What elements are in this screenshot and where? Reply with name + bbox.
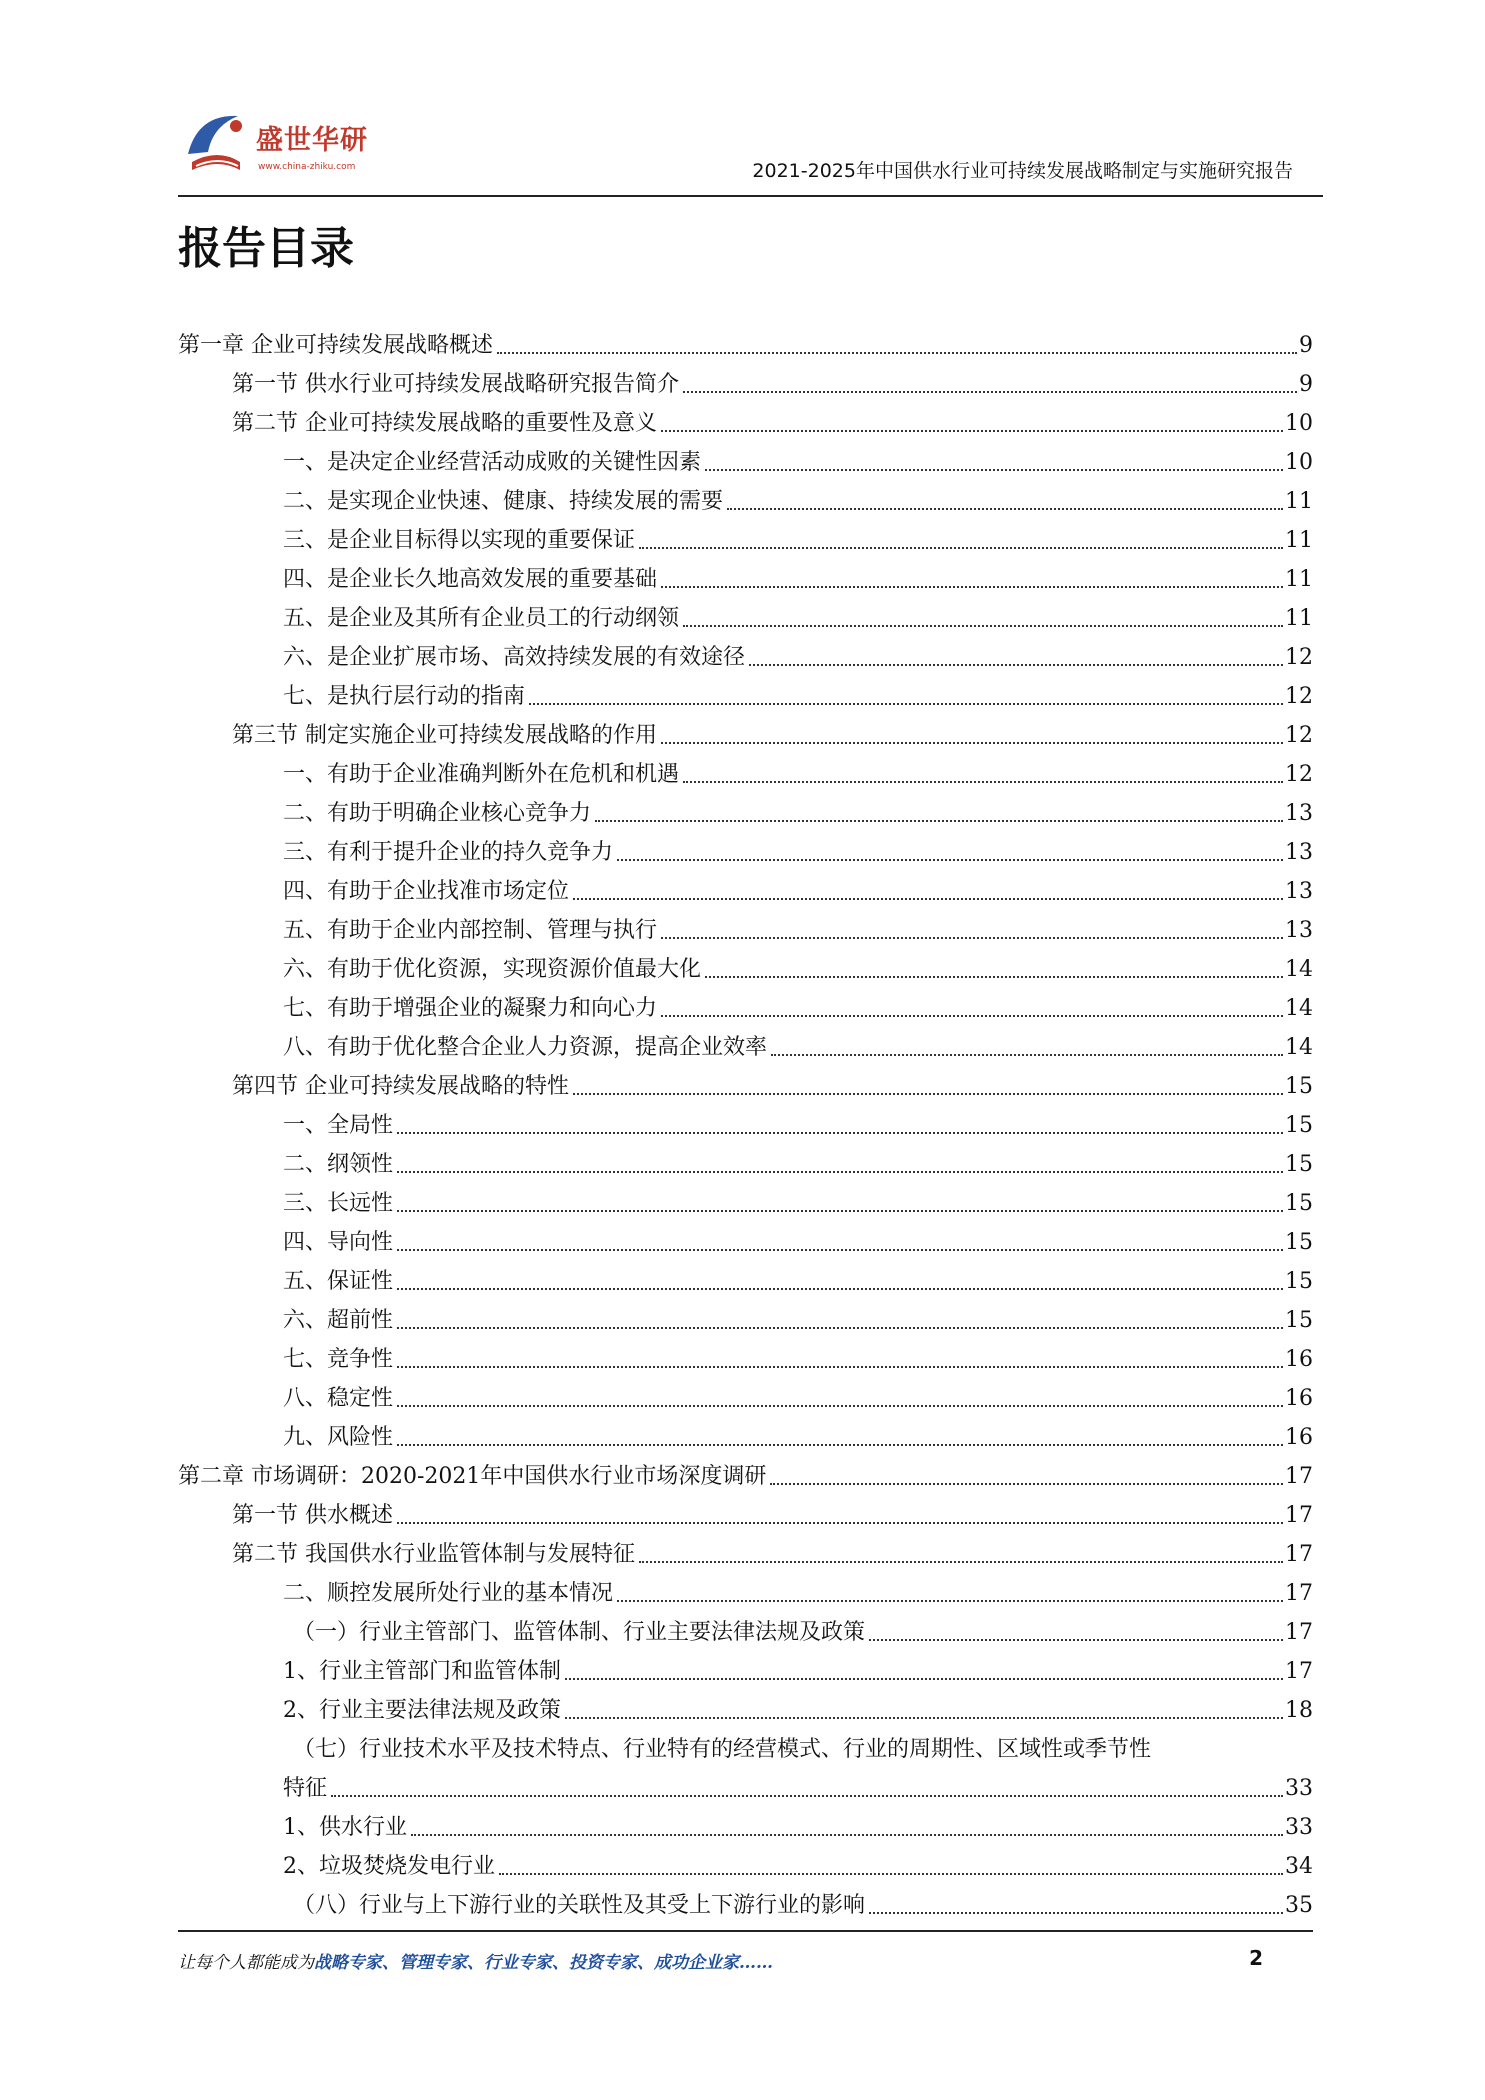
toc-dot-leader bbox=[499, 1873, 1283, 1875]
toc-dot-leader bbox=[639, 1561, 1283, 1563]
toc-entry[interactable] bbox=[178, 595, 1313, 634]
toc-page-number: 33 bbox=[1285, 1815, 1313, 1840]
toc-entry-title: 一、是决定企业经营活动成败的关键性因素 bbox=[283, 448, 703, 478]
toc-page-number: 14 bbox=[1285, 1035, 1313, 1060]
toc-entry[interactable] bbox=[178, 1414, 1313, 1453]
toc-entry[interactable] bbox=[178, 1804, 1313, 1843]
toc-entry[interactable] bbox=[178, 1141, 1313, 1180]
toc-entry-title: 七、有助于增强企业的凝聚力和向心力 bbox=[283, 994, 659, 1024]
toc-entry[interactable] bbox=[178, 1843, 1313, 1882]
toc-entry-title: 八、稳定性 bbox=[283, 1384, 395, 1414]
toc-page-number: 17 bbox=[1285, 1503, 1313, 1528]
toc-dot-leader bbox=[661, 937, 1283, 939]
toc-entry-title: 七、竞争性 bbox=[283, 1345, 395, 1375]
toc-dot-leader bbox=[595, 820, 1283, 822]
toc-page-number: 12 bbox=[1285, 645, 1313, 670]
toc-entry[interactable] bbox=[178, 1024, 1313, 1063]
toc-entry-title: 二、有助于明确企业核心竞争力 bbox=[283, 799, 593, 829]
toc-entry-title: （八）行业与上下游行业的关联性及其受上下游行业的影响 bbox=[293, 1891, 867, 1921]
toc-dot-leader bbox=[683, 781, 1283, 783]
toc-entry-title: 第二章 市场调研：2020-2021年中国供水行业市场深度调研 bbox=[178, 1462, 768, 1492]
toc-page-number: 15 bbox=[1285, 1308, 1313, 1333]
toc-page-number: 17 bbox=[1285, 1659, 1313, 1684]
toc-page-number: 17 bbox=[1285, 1581, 1313, 1606]
footer-slogan bbox=[178, 1948, 773, 1973]
toc-page-number: 17 bbox=[1285, 1464, 1313, 1489]
toc-entry[interactable] bbox=[178, 1375, 1313, 1414]
toc-dot-leader bbox=[661, 1015, 1283, 1017]
toc-dot-leader bbox=[565, 1717, 1283, 1719]
toc-dot-leader bbox=[705, 469, 1283, 471]
toc-dot-leader bbox=[397, 1327, 1283, 1329]
toc-entry[interactable] bbox=[178, 1297, 1313, 1336]
report-title: 2021-2025年中国供水行业可持续发展战略制定与实施研究报告 bbox=[752, 160, 1293, 182]
toc-entry-title: 一、全局性 bbox=[283, 1111, 395, 1141]
toc-dot-leader bbox=[705, 976, 1283, 978]
toc-dot-leader bbox=[683, 625, 1283, 627]
toc-page-number: 15 bbox=[1285, 1113, 1313, 1138]
toc-entry[interactable] bbox=[178, 1258, 1313, 1297]
toc-entry[interactable] bbox=[178, 1687, 1313, 1726]
toc-entry-title: 1、供水行业 bbox=[283, 1813, 409, 1843]
toc-page-number: 12 bbox=[1285, 762, 1313, 787]
toc-entry[interactable] bbox=[178, 790, 1313, 829]
toc-dot-leader bbox=[683, 391, 1297, 393]
toc-page-number: 15 bbox=[1285, 1269, 1313, 1294]
toc-entry-title: 第二节 我国供水行业监管体制与发展特征 bbox=[232, 1540, 637, 1570]
table-of-contents bbox=[178, 322, 1313, 1921]
toc-page-number: 11 bbox=[1285, 567, 1313, 592]
toc-entry[interactable] bbox=[178, 1570, 1313, 1609]
toc-entry[interactable] bbox=[178, 634, 1313, 673]
toc-dot-leader bbox=[573, 898, 1283, 900]
toc-dot-leader bbox=[869, 1912, 1283, 1914]
toc-entry-title: 五、保证性 bbox=[283, 1267, 395, 1297]
toc-page-number: 17 bbox=[1285, 1542, 1313, 1567]
toc-dot-leader bbox=[869, 1639, 1283, 1641]
toc-entry-title: 二、纲领性 bbox=[283, 1150, 395, 1180]
toc-dot-leader bbox=[397, 1171, 1283, 1173]
toc-entry-title: 七、是执行层行动的指南 bbox=[283, 682, 527, 712]
toc-dot-leader bbox=[617, 1600, 1283, 1602]
toc-entry[interactable] bbox=[178, 1531, 1313, 1570]
toc-entry[interactable] bbox=[178, 1219, 1313, 1258]
toc-entry-title: 二、顺控发展所处行业的基本情况 bbox=[283, 1579, 615, 1609]
toc-entry[interactable] bbox=[178, 1102, 1313, 1141]
toc-entry-title: 三、长远性 bbox=[283, 1189, 395, 1219]
toc-entry[interactable] bbox=[178, 946, 1313, 985]
toc-entry-title: 八、有助于优化整合企业人力资源，提高企业效率 bbox=[283, 1033, 769, 1063]
toc-dot-leader bbox=[727, 508, 1283, 510]
toc-entry[interactable] bbox=[178, 985, 1313, 1024]
toc-entry[interactable] bbox=[178, 751, 1313, 790]
toc-page-number: 11 bbox=[1285, 528, 1313, 553]
toc-entry[interactable] bbox=[178, 478, 1313, 517]
toc-entry[interactable] bbox=[178, 1453, 1313, 1492]
toc-dot-leader bbox=[661, 430, 1283, 432]
toc-entry-title: 五、有助于企业内部控制、管理与执行 bbox=[283, 916, 659, 946]
toc-entry-title: 第二节 企业可持续发展战略的重要性及意义 bbox=[232, 409, 659, 439]
toc-entry[interactable] bbox=[178, 439, 1313, 478]
toc-dot-leader bbox=[397, 1444, 1283, 1446]
toc-page-number: 12 bbox=[1285, 723, 1313, 748]
toc-page-number: 17 bbox=[1285, 1620, 1313, 1645]
toc-page-number: 14 bbox=[1285, 957, 1313, 982]
toc-page-number: 16 bbox=[1285, 1425, 1313, 1450]
toc-page-number: 13 bbox=[1285, 879, 1313, 904]
toc-entry[interactable] bbox=[178, 361, 1313, 400]
toc-page-number: 9 bbox=[1299, 372, 1313, 397]
toc-entry-title: 第四节 企业可持续发展战略的特性 bbox=[232, 1072, 571, 1102]
toc-page-number: 16 bbox=[1285, 1347, 1313, 1372]
toc-dot-leader bbox=[639, 547, 1283, 549]
toc-entry-title: 第一章 企业可持续发展战略概述 bbox=[178, 331, 495, 361]
toc-dot-leader bbox=[617, 859, 1283, 861]
page-footer bbox=[178, 1930, 1313, 1973]
toc-entry[interactable] bbox=[178, 673, 1313, 712]
toc-page-number: 35 bbox=[1285, 1893, 1313, 1918]
toc-dot-leader bbox=[497, 352, 1297, 354]
toc-entry-title: 第一节 供水概述 bbox=[232, 1501, 395, 1531]
toc-entry-title: 五、是企业及其所有企业员工的行动纲领 bbox=[283, 604, 681, 634]
toc-entry[interactable] bbox=[178, 1765, 1313, 1804]
toc-entry[interactable] bbox=[178, 1882, 1313, 1921]
toc-entry-title: 三、是企业目标得以实现的重要保证 bbox=[283, 526, 637, 556]
toc-page-number: 15 bbox=[1285, 1191, 1313, 1216]
toc-dot-leader bbox=[397, 1132, 1283, 1134]
toc-entry-title: 六、是企业扩展市场、高效持续发展的有效途径 bbox=[283, 643, 747, 673]
toc-page-number: 9 bbox=[1299, 333, 1313, 358]
toc-dot-leader bbox=[661, 742, 1283, 744]
toc-entry-title: 第三节 制定实施企业可持续发展战略的作用 bbox=[232, 721, 659, 751]
toc-page-number: 34 bbox=[1285, 1854, 1313, 1879]
toc-page-number: 10 bbox=[1285, 411, 1313, 436]
toc-entry-title: 第一节 供水行业可持续发展战略研究报告简介 bbox=[232, 370, 681, 400]
toc-entry[interactable] bbox=[178, 322, 1313, 361]
toc-entry-title: 2、行业主要法律法规及政策 bbox=[283, 1696, 563, 1726]
toc-page-number: 11 bbox=[1285, 606, 1313, 631]
toc-page-number: 15 bbox=[1285, 1230, 1313, 1255]
toc-entry-title: 三、有利于提升企业的持久竞争力 bbox=[283, 838, 615, 868]
toc-dot-leader bbox=[411, 1834, 1283, 1836]
toc-page-number: 11 bbox=[1285, 489, 1313, 514]
toc-entry[interactable] bbox=[178, 1492, 1313, 1531]
toc-entry[interactable] bbox=[178, 712, 1313, 751]
toc-entry[interactable] bbox=[178, 868, 1313, 907]
toc-entry-title: （一）行业主管部门、监管体制、行业主要法律法规及政策 bbox=[293, 1618, 867, 1648]
company-logo bbox=[178, 104, 398, 184]
toc-page-number: 13 bbox=[1285, 801, 1313, 826]
toc-entry[interactable] bbox=[178, 556, 1313, 595]
toc-entry-title: 四、是企业长久地高效发展的重要基础 bbox=[283, 565, 659, 595]
toc-entry[interactable] bbox=[178, 1648, 1313, 1687]
logo-name: 盛世华研 bbox=[256, 125, 368, 156]
toc-entry-title: 1、行业主管部门和监管体制 bbox=[283, 1657, 563, 1687]
toc-entry-title: 九、风险性 bbox=[283, 1423, 395, 1453]
toc-entry-title: 一、有助于企业准确判断外在危机和机遇 bbox=[283, 760, 681, 790]
page-number: 2 bbox=[1249, 1946, 1263, 1970]
toc-page-number: 13 bbox=[1285, 918, 1313, 943]
page-title: 报告目录 bbox=[178, 223, 354, 274]
toc-entry-title: 六、超前性 bbox=[283, 1306, 395, 1336]
toc-page-number: 14 bbox=[1285, 996, 1313, 1021]
toc-page-number: 15 bbox=[1285, 1074, 1313, 1099]
toc-dot-leader bbox=[749, 664, 1283, 666]
toc-entry-line: （七）行业技术水平及技术特点、行业特有的经营模式、行业的周期性、区域性或季节性 bbox=[293, 1737, 1152, 1762]
toc-page-number: 15 bbox=[1285, 1152, 1313, 1177]
toc-entry[interactable] bbox=[178, 1336, 1313, 1375]
toc-entry-title: 六、有助于优化资源，实现资源价值最大化 bbox=[283, 955, 703, 985]
toc-dot-leader bbox=[397, 1288, 1283, 1290]
toc-dot-leader bbox=[397, 1210, 1283, 1212]
toc-entry[interactable] bbox=[178, 517, 1313, 556]
toc-entry[interactable] bbox=[178, 1609, 1313, 1648]
toc-page-number: 10 bbox=[1285, 450, 1313, 475]
toc-entry[interactable] bbox=[178, 829, 1313, 868]
logo-url: www.china-zhiku.com bbox=[258, 162, 356, 172]
footer-highlight: 战略专家、管理专家、行业专家、投资专家、成功企业家…… bbox=[314, 1953, 773, 1973]
toc-dot-leader bbox=[573, 1093, 1283, 1095]
toc-entry-title: 特征 bbox=[283, 1774, 329, 1804]
toc-entry-title: 二、是实现企业快速、健康、持续发展的需要 bbox=[283, 487, 725, 517]
footer-prefix: 让每个人都能成为 bbox=[178, 1953, 314, 1973]
toc-page-number: 16 bbox=[1285, 1386, 1313, 1411]
toc-entry[interactable] bbox=[178, 907, 1313, 946]
toc-page-number: 12 bbox=[1285, 684, 1313, 709]
toc-dot-leader bbox=[397, 1522, 1283, 1524]
toc-entry-title: 2、垃圾焚烧发电行业 bbox=[283, 1852, 497, 1882]
book-swirl-icon bbox=[178, 104, 258, 184]
toc-dot-leader bbox=[397, 1249, 1283, 1251]
toc-dot-leader bbox=[771, 1054, 1283, 1056]
toc-entry-title: 四、导向性 bbox=[283, 1228, 395, 1258]
toc-entry[interactable] bbox=[178, 1180, 1313, 1219]
toc-dot-leader bbox=[529, 703, 1283, 705]
toc-dot-leader bbox=[565, 1678, 1283, 1680]
toc-dot-leader bbox=[397, 1366, 1283, 1368]
toc-page-number: 18 bbox=[1285, 1698, 1313, 1723]
page-header bbox=[178, 100, 1323, 197]
toc-entry-title: 四、有助于企业找准市场定位 bbox=[283, 877, 571, 907]
toc-page-number: 33 bbox=[1285, 1776, 1313, 1801]
toc-dot-leader bbox=[661, 586, 1283, 588]
toc-entry[interactable] bbox=[178, 400, 1313, 439]
toc-entry[interactable] bbox=[178, 1063, 1313, 1102]
toc-dot-leader bbox=[770, 1483, 1283, 1485]
toc-dot-leader bbox=[397, 1405, 1283, 1407]
toc-dot-leader bbox=[331, 1795, 1283, 1797]
toc-page-number: 13 bbox=[1285, 840, 1313, 865]
